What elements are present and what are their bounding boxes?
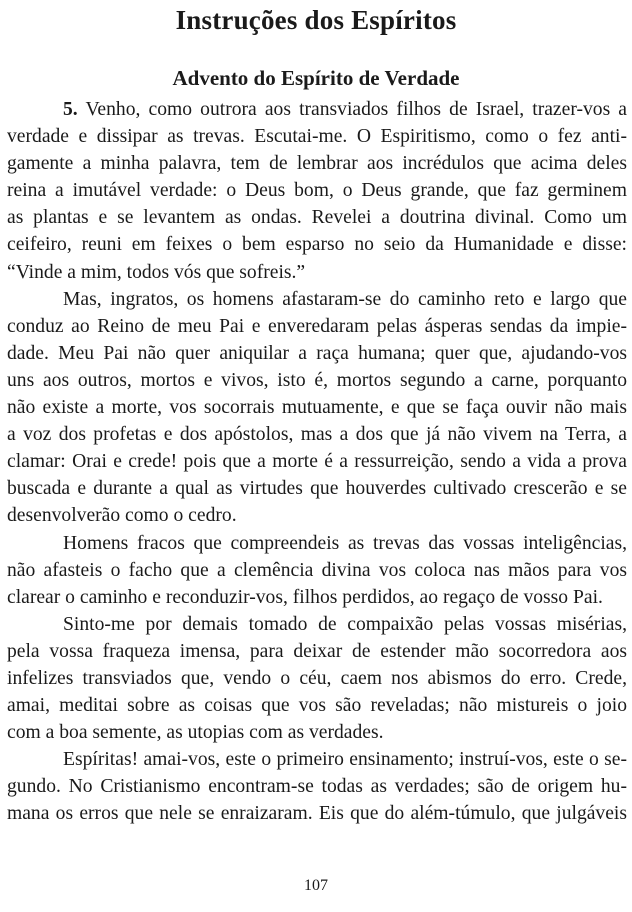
chapter-title: Instruções dos Espíritos xyxy=(175,5,457,35)
text-line: as plantas e se levantem as ondas. Revelei a doutrina divinal. Como um xyxy=(7,207,627,229)
text-line: não afasteis o facho que a clemência divina vos coloca nas mãos para vos xyxy=(7,559,627,581)
text-line: reina a imutável verdade: o Deus bom, o Deus grande, que faz germinem xyxy=(7,180,627,202)
page-number: 107 xyxy=(304,877,328,894)
text-line: a voz dos profetas e dos apóstolos, mas a dos que já não vivem na Terra, a xyxy=(7,424,627,446)
text-line: não existe a morte, vos socorrais mutuamente, e que se faça ouvir não mais xyxy=(7,397,627,419)
text-line xyxy=(7,96,627,123)
text-line: conduz ao Reino de meu Pai e enveredaram pelas ásperas sendas da impie- xyxy=(7,315,627,337)
text-line: com a boa semente, as utopias com as verdades. xyxy=(7,722,384,744)
text-line: gundo. No Cristianismo encontram-se todas as verdades; são de origem hu- xyxy=(7,776,627,798)
text-line: uns aos outros, mortos e vivos, isto é, mortos segundo a carne, porquanto xyxy=(7,369,627,391)
text-line: Sinto-me por demais tomado de compaixão pelas vossas misérias, xyxy=(63,613,627,635)
text-line: verdade e dissipar as trevas. Escutai-me. O Espiritismo, como o fez anti- xyxy=(7,126,627,148)
text-line: mana os erros que nele se enraizaram. Eis que do além-túmulo, que julgáveis xyxy=(7,803,627,825)
text-line: clarear o caminho e reconduzir-vos, filhos perdidos, ao regaço de vosso Pai. xyxy=(7,586,603,608)
text-line: buscada e durante a qual as virtudes que houverdes cultivado crescerão e se xyxy=(7,478,627,500)
text-line: desenvolverão como o cedro. xyxy=(7,505,237,527)
text-line: ceifeiro, reuni em feixes o bem esparso no seio da Humanidade e disse: xyxy=(7,234,627,256)
text-line-content: Venho, como outrora aos transviados filhos de Israel, trazer-vos a xyxy=(77,99,627,120)
text-line: “Vinde a mim, todos vós que sofreis.” xyxy=(7,261,306,283)
section-title: Advento do Espírito de Verdade xyxy=(172,66,460,90)
text-line: dade. Meu Pai não quer aniquilar a raça humana; quer que, ajudando-vos xyxy=(7,342,627,364)
text-line: Homens fracos que compreendeis as trevas das vossas inteligências, xyxy=(63,532,627,554)
paragraph-number: 5. xyxy=(63,99,78,120)
body-text xyxy=(7,96,627,828)
text-line: Espíritas! amai-vos, este o primeiro ensinamento; instruí-vos, este o se- xyxy=(63,749,627,771)
text-line: pela vossa fraqueza imensa, para deixar de estender mão socorredora aos xyxy=(7,640,627,662)
text-line: clamar: Orai e crede! pois que a morte é a ressurreição, sendo a vida a prova xyxy=(7,451,627,473)
text-line: Mas, ingratos, os homens afastaram-se do caminho reto e largo que xyxy=(63,288,627,310)
text-line: amai, meditai sobre as coisas que vos são reveladas; não mistureis o joio xyxy=(7,695,627,717)
text-line: infelizes transviados que, vendo o céu, caem nos abismos do erro. Crede, xyxy=(7,667,627,689)
text-line: gamente a minha palavra, tem de lembrar aos incrédulos que acima deles xyxy=(7,153,627,175)
